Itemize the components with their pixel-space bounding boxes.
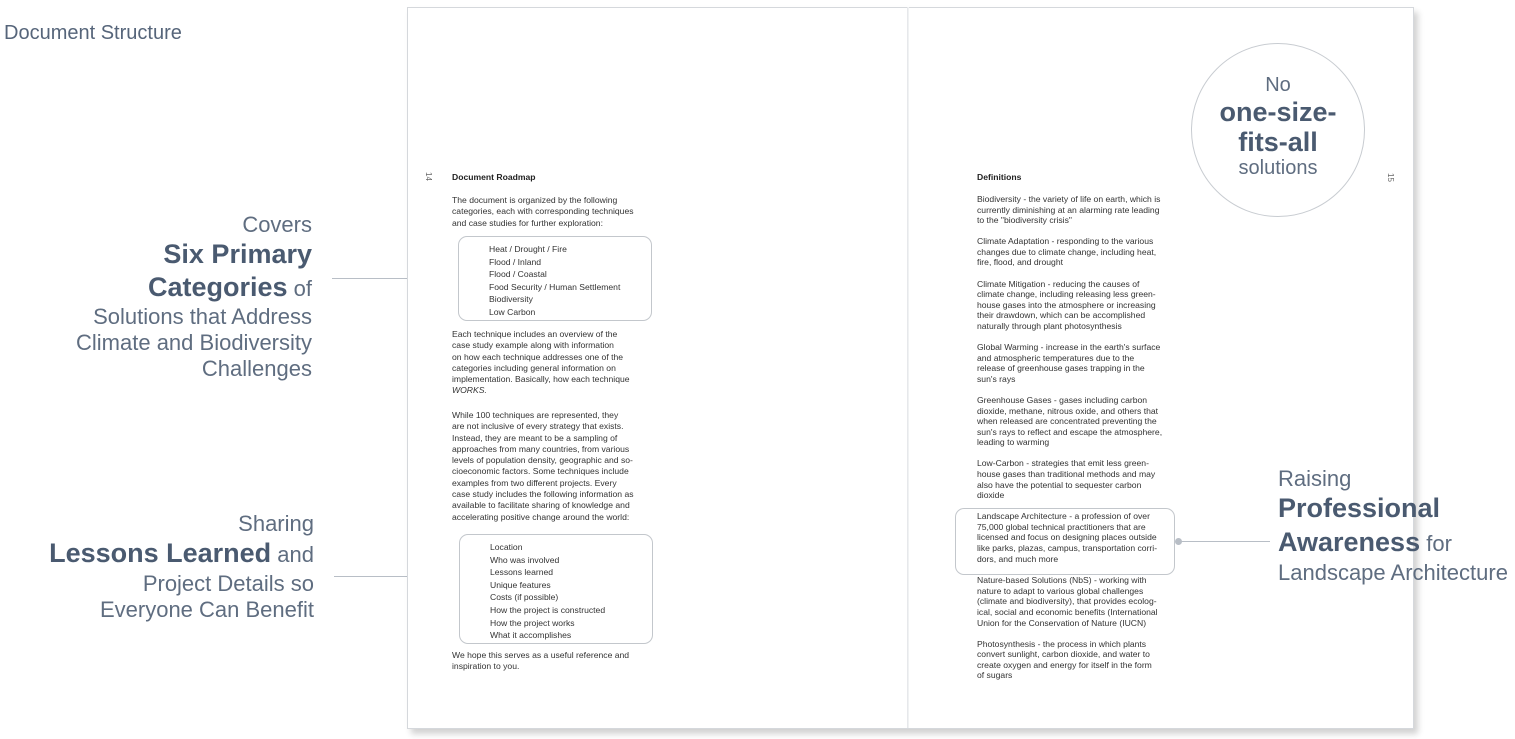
callout-bold: Lessons Learned [49, 538, 272, 568]
list-item: Flood / Inland [489, 256, 542, 267]
technique-paragraph [452, 329, 652, 397]
page-number: 15 [1385, 173, 1395, 182]
text-line: implementation. Basically, how each technique [452, 374, 630, 385]
text-line: dioxide [977, 490, 1005, 501]
callout-bold: Professional [1278, 493, 1441, 523]
callout-pre: Sharing [238, 511, 314, 536]
callout-bold: Categories [147, 272, 288, 302]
text-line: dors, and much more [977, 553, 1059, 564]
text-line: Greenhouse Gases - gases including carbon [977, 394, 1148, 405]
list-item: Location [490, 542, 523, 552]
text-line: currently diminishing at an alarming rate leading [977, 204, 1160, 215]
text-line: to the "biodiversity crisis" [977, 215, 1072, 226]
definition-item [977, 639, 1177, 681]
text-line: Landscape Architecture - a profession of over [977, 511, 1150, 522]
circle-text: solutions [1238, 157, 1318, 179]
text-line: Union for the Conservation of Nature (IUCN) [977, 617, 1147, 628]
list-item: Low Carbon [489, 306, 536, 317]
text-line: when released are concentrated preventing the [977, 416, 1157, 427]
text-line: Climate Mitigation - reducing the causes of [977, 278, 1140, 289]
text-line: Nature-based Solutions (NbS) - working with [977, 575, 1147, 586]
categories-list [458, 236, 652, 321]
awareness-callout [1278, 466, 1513, 586]
text-line: ical, social and economic benefits (International [977, 607, 1158, 617]
list-item: Heat / Drought / Fire [489, 244, 567, 254]
definition-item [977, 458, 1177, 500]
categories-callout [12, 212, 312, 382]
text-line: case study example along with information [452, 340, 614, 351]
text-line: Each technique includes an overview of the [452, 329, 618, 339]
definitions-list [977, 194, 1177, 692]
text-line: are not inclusive of every strategy that exists. [452, 421, 624, 432]
callout-post: and [277, 542, 314, 567]
callout-text: Solutions that Address [93, 304, 312, 329]
text-line: case study includes the following information as [452, 489, 634, 500]
text-line: Low-Carbon - strategies that emit less green- [977, 458, 1149, 469]
roadmap-intro [452, 195, 652, 229]
sampling-paragraph [452, 410, 652, 523]
text-line: naturally through plant photosynthesis [977, 320, 1122, 331]
text-line: house gases than traditional methods and may [977, 468, 1156, 479]
case-info-list [459, 534, 653, 644]
definition-item [977, 279, 1177, 332]
list-item: Costs (if possible) [490, 592, 559, 603]
callout-pre: Covers [242, 212, 312, 237]
list-item: How the project is constructed [490, 604, 606, 615]
text-line: We hope this serves as a useful reference and [452, 650, 630, 660]
definition-item [977, 511, 1177, 564]
text-line: and case studies for further exploration: [452, 217, 603, 228]
text-line: While 100 techniques are represented, they [452, 410, 619, 420]
text-line: release of greenhouse gases trapping in the [977, 363, 1145, 374]
callout-text: Everyone Can Benefit [99, 597, 314, 622]
callout-post: of [293, 276, 312, 301]
lessons-callout [14, 511, 314, 623]
text-line: climate change, including releasing less green- [977, 289, 1156, 300]
text-line: nature to adapt to various global challenges [977, 585, 1144, 596]
text-line: categories, each with corresponding techniques [452, 206, 634, 217]
text-line: their drawdown, which can be accomplished [977, 310, 1146, 321]
text-line: and atmospheric temperatures due to the [977, 352, 1135, 363]
page-number: 14 [423, 172, 433, 181]
callout-text: Project Details so [142, 571, 314, 596]
text-line: Climate Adaptation - responding to the various [977, 236, 1154, 247]
no-one-size-circle [1191, 43, 1365, 217]
text-line: The document is organized by the following [452, 195, 618, 205]
text-line: licensed and focus on designing places outside [977, 532, 1157, 543]
text-line: Biodiversity - the variety of life on earth, which is [977, 194, 1161, 204]
circle-bold: fits-all [1238, 127, 1318, 157]
definition-item [977, 236, 1177, 268]
book-gutter [907, 7, 909, 728]
definitions-heading: Definitions [977, 172, 1022, 182]
roadmap-heading: Document Roadmap [452, 172, 536, 182]
list-item: Flood / Coastal [489, 269, 547, 280]
list-item: Unique features [490, 579, 551, 590]
callout-post: for [1426, 531, 1452, 556]
circle-text: No [1265, 74, 1291, 96]
list-item: How the project works [490, 617, 575, 628]
text-line: also have the potential to sequester carbon [977, 479, 1142, 490]
text-line: approaches from many countries, from various [452, 443, 630, 454]
text-line: Instead, they are meant to be a sampling of [452, 432, 618, 443]
text-line: sun's rays [977, 373, 1016, 384]
text-line: examples from two different projects. Every [452, 477, 617, 488]
text-line: create oxygen and energy for itself in the form [977, 659, 1152, 670]
connector-line [1180, 541, 1270, 542]
text-line: on how each technique addresses one of the [452, 351, 624, 362]
text-line: of sugars [977, 670, 1013, 681]
text-line: Global Warming - increase in the earth's surface [977, 342, 1161, 353]
text-line: accelerating positive change around the world: [452, 511, 630, 522]
callout-bold: Six Primary [163, 239, 312, 269]
list-item: Lessons learned [490, 567, 554, 578]
text-line: sun's rays to reflect and escape the atmosphere, [977, 426, 1163, 437]
text-line: leading to warming [977, 437, 1050, 448]
text-line: (climate and biodiversity), that provides ecolog- [977, 596, 1157, 607]
text-line: levels of population density, geographic and so- [452, 455, 633, 466]
definition-item [977, 395, 1177, 448]
text-line: convert sunlight, carbon dioxide, and water to [977, 649, 1150, 660]
text-line: house gases into the atmosphere or increasing [977, 299, 1156, 310]
text-line: WORKS. [452, 385, 487, 396]
callout-text: Climate and Biodiversity [76, 330, 312, 355]
closing-paragraph [452, 650, 662, 673]
text-line: inspiration to you. [452, 661, 520, 672]
text-line: fire, flood, and drought [977, 257, 1063, 268]
definition-item [977, 575, 1177, 628]
callout-text: Landscape Architecture [1278, 560, 1508, 585]
text-line: changes due to climate change, including heat, [977, 246, 1157, 257]
list-item: What it accomplishes [490, 630, 572, 641]
definition-item [977, 194, 1177, 226]
page-title: Document Structure [4, 22, 182, 44]
callout-pre: Raising [1278, 466, 1352, 491]
text-line: categories including general information on [452, 362, 616, 373]
text-line: like parks, plazas, campus, transportation corri- [977, 543, 1158, 554]
text-line: available to facilitate sharing of knowledge and [452, 500, 630, 511]
definition-item [977, 342, 1177, 384]
list-item: Biodiversity [489, 294, 533, 305]
list-item: Food Security / Human Settlement [489, 281, 621, 292]
text-line: Photosynthesis - the process in which plants [977, 638, 1147, 649]
callout-text: Challenges [201, 356, 312, 381]
text-line: 75,000 global technical practitioners that are [977, 521, 1146, 532]
text-line: dioxide, methane, nitrous oxide, and others that [977, 405, 1159, 416]
callout-bold: Awareness [1278, 527, 1421, 557]
circle-bold: one-size- [1219, 97, 1337, 127]
text-line: cioeconomic factors. Some techniques include [452, 466, 629, 477]
list-item: Who was involved [490, 554, 560, 565]
